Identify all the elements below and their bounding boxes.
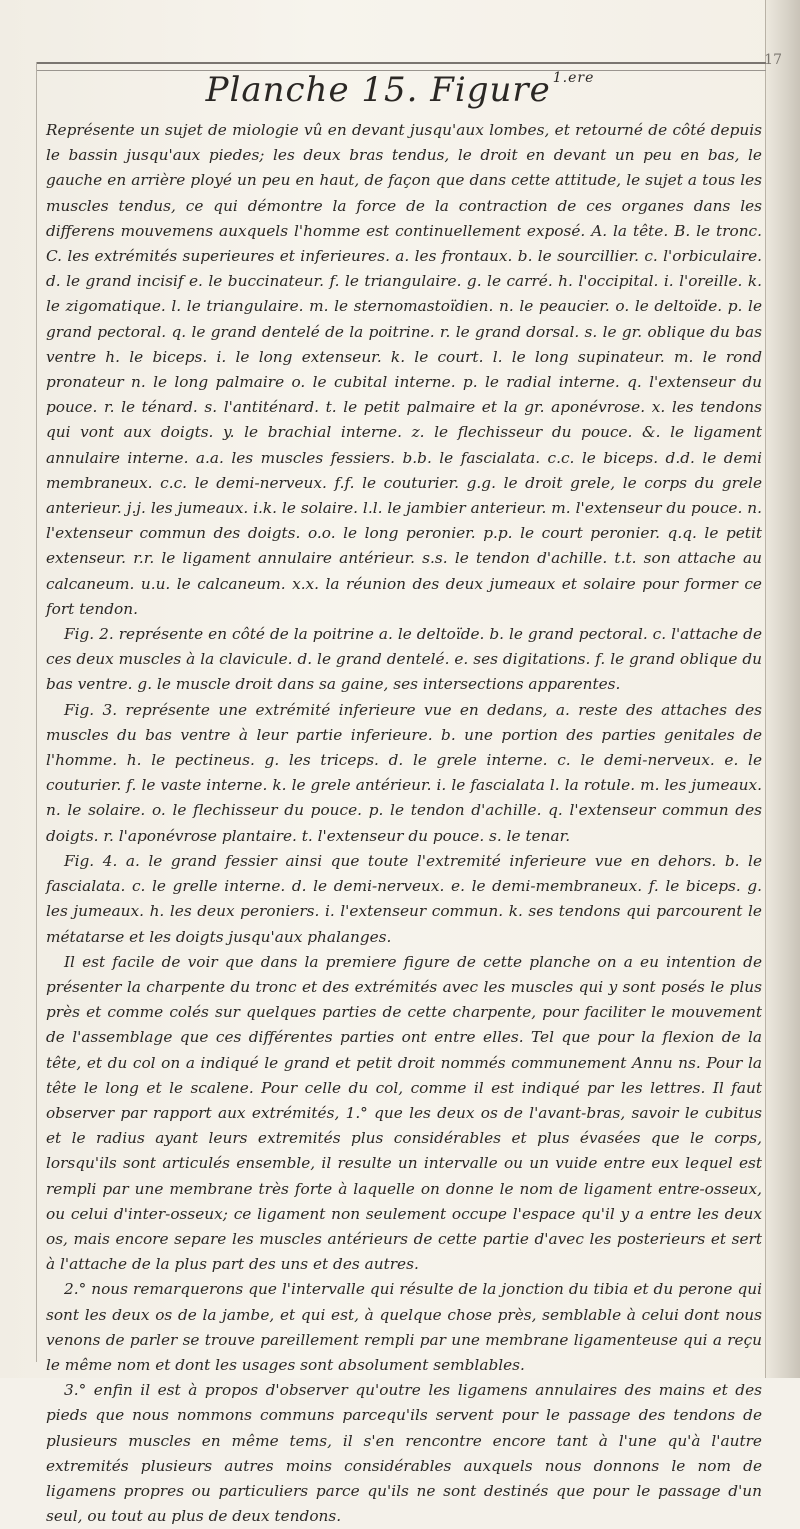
- plate-title: Planche 15. Figure: [205, 70, 551, 110]
- paragraph-figure-3: Fig. 3. représente une extrémité inferieure vue en dedans, a. reste des attaches des muscles du bas ventre à leur partie inferieure. b. une portion des parties genitales de l'homme. h. le pectineus. g. les triceps. d. le grele interne. c. le demi-nerveux. e. le couturier. f. le vaste interne. k. le grele antérieur. i. le fascialata l. la rotule. m. les jumeaux. n. le solaire. o. le flechisseur du pouce. p. le tendon d'achille. q. l'extenseur commun des doigts. r. l'aponévrose plantaire. t. l'extenseur du pouce. s. le tenar.: [46, 700, 762, 845]
- page-corner-mark: 17: [764, 52, 782, 68]
- paragraph-observation-3: 3.° enfin il est à propos d'observer qu'outre les ligamens annulaires des mains et des pieds que nous nommons communs parcequ'ils servent pour le passage des tendons de plusieurs muscles en même tems, il s'en rencontre encore tant à l'une qu'à l'autre extremités plusieurs autres moins considérables auxquels nous donnons le nom de ligamens propres ou particuliers parce qu'ils ne sont destinés que pour le passage d'un seul, ou tout au plus de deux tendons.: [46, 1381, 762, 1526]
- frame-rule-top: [36, 62, 766, 64]
- paragraph-figure-2: Fig. 2. représente en côté de la poitrine a. le deltoïde. b. le grand pectoral. c. l'attache de ces deux muscles à la clavicule. d. le grand dentelé. e. ses digitations. f. le grand oblique du bas ventre. g. le muscle droit dans sa gaine, ses intersections apparentes.: [46, 625, 762, 694]
- paragraph-observation-2: 2.° nous remarquerons que l'intervalle qui résulte de la jonction du tibia et du perone qui sont les deux os de la jambe, et qui est, à quelque chose près, semblable à celui dont nous venons de parler se trouve pareillement rempli par une membrane ligamenteuse qui a reçu le même nom et dont les usages sont absolument semblables.: [46, 1280, 762, 1374]
- plate-title-block: [0, 70, 800, 110]
- page-binding-edge: [765, 0, 800, 1378]
- frame-rule-left: [36, 62, 37, 1362]
- paragraph-figure-1: Représente un sujet de miologie vû en devant jusqu'aux lombes, et retourné de côté depuis le bassin jusqu'aux piedes; les deux bras tendus, le droit en devant un peu en bas, le gauche en arrière ployé un peu en haut, de façon que dans cette attitude, le sujet a tous les muscles tendus, ce qui démontre la force de la contraction de ces organes dans les differens mouvemens auxquels l'homme est continuellement exposé. A. la tête. B. le tronc. C. les extrémités superieures et inferieures. a. les frontaux. b. le sourcillier. c. l'orbiculaire. d. le grand incisif e. le buccinateur. f. le triangulaire. g. le carré. h. l'occipital. i. l'oreille. k. le zigomatique. l. le triangulaire. m. le sternomastoïdien. n. le peaucier. o. le deltoïde. p. le grand pectoral. q. le grand dentelé de la poitrine. r. le grand dorsal. s. le gr. oblique du bas ventre h. le biceps. i. le long extenseur. k. le court. l. le long supinateur. m. le rond pronateur n. le long palmaire o. le cubital interne. p. le radial interne. q. l'extenseur du pouce. r. le ténard. s. l'antiténard. t. le petit palmaire et la gr. aponévrose. x. les tendons qui vont aux doigts. y. le brachial interne. z. le flechisseur du pouce. &. le ligament annulaire interne. a.a. les muscles fessiers. b.b. le fascialata. c.c. le biceps. d.d. le demi membraneux. c.c. le demi-nerveux. f.f. le couturier. g.g. le droit grele, le corps du grele anterieur. j.j. les jumeaux. i.k. le solaire. l.l. le jambier anterieur. m. l'extenseur du pouce. n. l'extenseur commun des doigts. o.o. le long peronier. p.p. le court peronier. q.q. le petit extenseur. r.r. le ligament annulaire antérieur. s.s. le tendon d'achille. t.t. son attache au calcaneum. u.u. le calcaneum. x.x. la réunion des deux jumeaux et solaire pour former ce fort tendon.: [46, 121, 762, 618]
- plate-text: [46, 118, 762, 1529]
- paragraph-figure-4: Fig. 4. a. le grand fessier ainsi que toute l'extremité inferieure vue en dehors. b. le fascialata. c. le grelle interne. d. le demi-nerveux. e. le demi-membraneux. f. le biceps. g. les jumeaux. h. les deux peroniers. i. l'extenseur commun. k. ses tendons qui parcourent le métatarse et les doigts jusqu'aux phalanges.: [46, 851, 762, 946]
- plate-title-superscript: 1.ere: [552, 70, 595, 86]
- paragraph-commentary: Il est facile de voir que dans la premiere figure de cette planche on a eu intention de présenter la charpente du tronc et des extrémités avec les muscles qui y sont posés le plus près et comme colés sur quelques parties de cette charpente, pour faciliter le mouvement de l'assemblage que ces différentes parties ont entre elles. Tel que pour la flexion de la tête, et du col on a indiqué le grand et petit droit nommés communement Annu ns. Pour la tête le long et le scalene. Pour celle du col, comme il est indiqué par les lettres. Il faut observer par rapport aux extrémités, 1.° que les deux os de l'avant-bras, savoir le cubitus et le radius ayant leurs extremités plus considérables et plus évasées que le corps, lorsqu'ils sont articulés ensemble, il resulte un intervalle ou un vuide entre eux lequel est rempli par une membrane très forte à laquelle on donne le nom de ligament entre-osseux, ou celui d'inter-osseux; ce ligament non seulement occupe l'espace qu'il y a entre les deux os, mais encore separe les muscles antérieurs de cette partie d'avec les posterieurs et sert à l'attache de la plus part des uns et des autres.: [46, 952, 762, 1274]
